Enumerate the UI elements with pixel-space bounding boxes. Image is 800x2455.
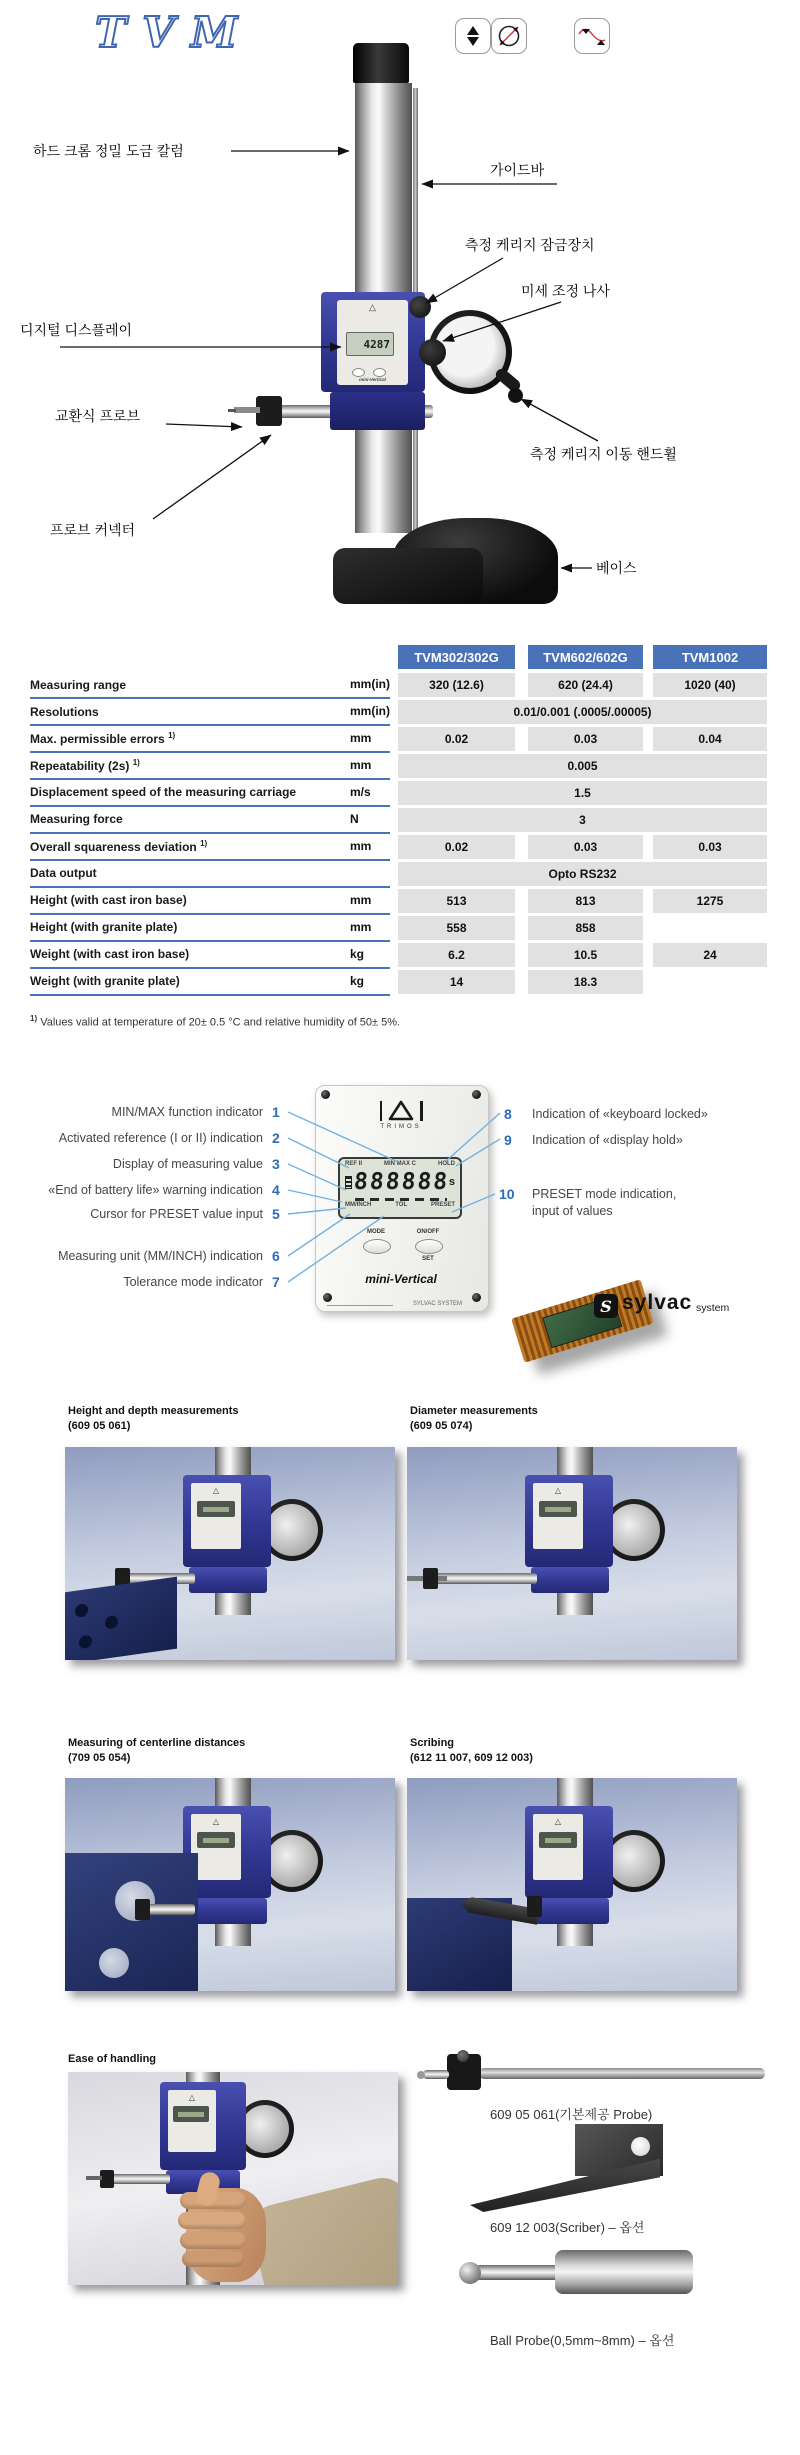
mini-logo: △ xyxy=(212,1817,220,1826)
cell-span: 1.5 xyxy=(398,781,767,805)
callout-text: «End of battery life» warning indication xyxy=(48,1183,263,1197)
table-row xyxy=(30,915,770,942)
callout-num: 4 xyxy=(272,1182,280,1198)
cell-span: Opto RS232 xyxy=(398,862,767,886)
table-row xyxy=(30,834,770,861)
trimos-mark: △ xyxy=(369,302,376,312)
table-row xyxy=(30,780,770,807)
lcd-main-row xyxy=(345,1167,455,1197)
probe-stylus xyxy=(423,2070,449,2079)
mini-lcd xyxy=(539,1832,577,1848)
mini-face xyxy=(533,1483,583,1549)
mini-holder xyxy=(135,1899,150,1920)
mini-clamp xyxy=(189,1567,267,1593)
cell-span: 0.01/0.001 (.0005/.00005) xyxy=(398,700,767,724)
callout-num: 6 xyxy=(272,1248,280,1264)
mini-clamp xyxy=(531,1567,609,1593)
mini-wheel xyxy=(266,1835,318,1887)
cell: 0.03 xyxy=(528,727,643,751)
caption-title: Diameter measurements xyxy=(410,1405,538,1417)
panel-screw xyxy=(321,1090,330,1099)
trimos-glyph-row xyxy=(380,1100,423,1122)
lcd-digits: 888888 xyxy=(352,1168,451,1195)
row-label: Repeatability (2s) $^{1)}$ xyxy=(30,758,140,773)
mini-face xyxy=(168,2090,216,2152)
mode-button-graphic xyxy=(352,368,365,377)
row-label: Measuring range xyxy=(30,678,127,692)
cell: 0.04 xyxy=(653,727,767,751)
row-label: Data output xyxy=(30,866,97,880)
callout-num: 3 xyxy=(272,1156,280,1172)
label-guide-bar: 가이드바 xyxy=(490,162,545,178)
caption-title: Measuring of centerline distances xyxy=(68,1737,246,1749)
panel-screw xyxy=(472,1293,481,1302)
panel-screw xyxy=(323,1293,332,1302)
onoff-button-label: ON/OFF xyxy=(416,1229,440,1235)
ball-probe-body xyxy=(555,2250,693,2294)
logo-bar xyxy=(380,1101,383,1121)
mini-logo: △ xyxy=(554,1817,562,1826)
cell: 0.03 xyxy=(653,835,767,859)
callout-num: 7 xyxy=(272,1274,280,1290)
table-row xyxy=(30,672,770,699)
table-footnote: $^{1)}$ Values valid at temperature of 20± 0.5 °C and relative humidity of 50± 5%. xyxy=(30,1014,401,1029)
lcd-digit-suffix: s xyxy=(448,1176,455,1188)
callout-text: Cursor for PRESET value input xyxy=(90,1207,263,1221)
table-row xyxy=(30,861,770,888)
callout-text: MIN/MAX function indicator xyxy=(111,1105,263,1119)
table-row xyxy=(30,726,770,753)
wave-glyph xyxy=(577,21,607,51)
panel-footer-line xyxy=(327,1305,393,1306)
block-hole xyxy=(99,1948,129,1978)
row-label: Overall squareness deviation $^{1)}$ xyxy=(30,839,208,854)
row-unit: mm xyxy=(350,758,372,772)
callout-num: 2 xyxy=(272,1130,280,1146)
carriage-face xyxy=(337,300,408,385)
leader-carriage-lock xyxy=(426,258,503,303)
row-unit: mm xyxy=(350,920,372,934)
mini-logo: △ xyxy=(554,1486,562,1495)
table-col-header-tvm302: TVM302/302G xyxy=(398,645,515,669)
row-label: Resolutions xyxy=(30,705,99,719)
table-col-header-tvm1002: TVM1002 xyxy=(653,645,767,669)
mini-holder xyxy=(527,1896,542,1917)
diameter-measurement-icon xyxy=(491,18,527,54)
row-label: Measuring force xyxy=(30,812,123,826)
down-triangle-icon xyxy=(467,37,479,52)
lcd-bottom-row xyxy=(345,1202,455,1208)
label-carriage-lock: 측정 케리지 잠금장치 xyxy=(465,237,595,253)
label-carriage-handwheel: 측정 케리지 이동 핸드휠 xyxy=(530,446,677,462)
photo-height-depth xyxy=(65,1447,395,1660)
mini-logo: △ xyxy=(188,2093,196,2102)
column-top-cap xyxy=(353,43,409,83)
callout-text: Tolerance mode indicator xyxy=(123,1275,263,1289)
cell: 0.03 xyxy=(528,835,643,859)
row-unit: kg xyxy=(350,974,365,988)
row-unit: kg xyxy=(350,947,365,961)
table-row xyxy=(30,807,770,834)
cell: 24 xyxy=(653,943,767,967)
preset-cursor-dashes xyxy=(355,1198,447,1201)
fine-adjustment-knob xyxy=(419,339,446,366)
workpiece-block xyxy=(65,1853,198,1991)
gallery-caption xyxy=(68,1404,239,1434)
carriage-lower-clamp xyxy=(330,392,425,430)
block-hole xyxy=(105,1615,118,1630)
probe-tip xyxy=(234,407,260,413)
gallery-caption xyxy=(410,1404,538,1434)
table-row xyxy=(30,942,770,969)
panel-footer-text: SYLVAC SYSTEM xyxy=(412,1301,462,1307)
cell: 1020 (40) xyxy=(653,673,767,697)
callout-text: PRESET mode indication, xyxy=(532,1187,677,1201)
cell: 558 xyxy=(398,916,515,940)
callout-text: Measuring unit (MM/INCH) indication xyxy=(58,1249,263,1263)
row-label: Max. permissible errors $^{1)}$ xyxy=(30,731,176,746)
trimos-text: TRIMOS xyxy=(380,1124,422,1130)
carriage-lock-knob xyxy=(409,296,431,318)
leader-probe-connector xyxy=(153,435,271,519)
cell: 0.02 xyxy=(398,835,515,859)
accessory-label: 609 12 003(Scriber) – 옵션 xyxy=(490,2220,645,2235)
label-fine-adjustment: 미세 조정 나사 xyxy=(521,283,610,299)
gallery-caption xyxy=(68,1736,245,1766)
lcd-minmax: MIN MAX C xyxy=(384,1161,416,1167)
set-button-label: SET xyxy=(422,1256,434,1262)
tvm-logo: TVM xyxy=(95,8,254,57)
mode-button-label: MODE xyxy=(367,1229,385,1235)
label-digital-display: 디지털 디스플레이 xyxy=(20,322,133,338)
mini-holder xyxy=(100,2170,114,2188)
cell: 320 (12.6) xyxy=(398,673,515,697)
row-label: Height (with cast iron base) xyxy=(30,893,187,907)
cell: 14 xyxy=(398,970,515,994)
carriage-model-text: mini-Vertical xyxy=(359,377,386,382)
cell: 813 xyxy=(528,889,643,913)
mini-probe-tip xyxy=(86,2176,102,2180)
mini-lcd xyxy=(173,2106,209,2122)
cell: 6.2 xyxy=(398,943,515,967)
cell-empty xyxy=(653,970,767,994)
battery-icon xyxy=(345,1176,352,1189)
ball-probe-shaft xyxy=(473,2265,561,2280)
row-label: Height (with granite plate) xyxy=(30,920,178,934)
accessory-label: 609 05 061(기본제공 Probe) xyxy=(490,2107,653,2122)
base-front xyxy=(333,548,483,604)
finger xyxy=(178,2212,246,2229)
mini-wheel xyxy=(241,2105,289,2153)
row-unit: m/s xyxy=(350,785,371,799)
table-row xyxy=(30,753,770,780)
row-label: Weight (with cast iron base) xyxy=(30,947,190,961)
caption-title: Scribing xyxy=(410,1737,455,1749)
table-row xyxy=(30,699,770,726)
mini-logo: △ xyxy=(212,1486,220,1495)
caption-code: (609 05 061) xyxy=(68,1420,131,1432)
scriber-hole xyxy=(631,2137,650,2156)
ball-probe-ball xyxy=(459,2262,481,2284)
leader-exchangeable-probe xyxy=(166,424,242,427)
callout-text: Indication of «keyboard locked» xyxy=(532,1107,708,1121)
mini-wheel xyxy=(608,1835,660,1887)
label-exchangeable-probe: 교환식 프로브 xyxy=(55,408,141,424)
callout-text: Indication of «display hold» xyxy=(532,1133,683,1147)
callout-num: 8 xyxy=(504,1106,512,1122)
cell: 858 xyxy=(528,916,643,940)
mini-lcd xyxy=(197,1832,235,1848)
probe-needle xyxy=(228,409,236,412)
table-row xyxy=(30,969,770,996)
onoff-button-graphic xyxy=(373,368,386,377)
block-hole xyxy=(75,1603,88,1618)
mini-clamp xyxy=(189,1898,267,1924)
table-row xyxy=(30,888,770,915)
finger xyxy=(182,2251,244,2267)
carriage-lcd: 4287 xyxy=(346,332,394,356)
mode-button xyxy=(363,1239,391,1254)
cell-empty xyxy=(653,916,767,940)
cell: 513 xyxy=(398,889,515,913)
sylvac-logo-suffix: system xyxy=(696,1302,730,1314)
accessory-label: Ball Probe(0,5mm~8mm) – 옵션 xyxy=(490,2333,675,2348)
probe-rod-graphic xyxy=(479,2068,765,2079)
sylvac-logo-icon: S xyxy=(594,1294,618,1318)
mini-lcd xyxy=(539,1501,577,1517)
row-label: Displacement speed of the measuring carriage xyxy=(30,785,297,799)
cell-span: 0.005 xyxy=(398,754,767,778)
mini-face xyxy=(191,1814,241,1880)
row-unit: mm xyxy=(350,731,372,745)
lcd-ref: REF II xyxy=(345,1161,363,1167)
surface-profile-icon xyxy=(574,18,610,54)
finger xyxy=(180,2232,246,2249)
callout-num: 10 xyxy=(499,1186,515,1202)
label-probe-connector: 프로브 커넥터 xyxy=(50,522,136,538)
mini-wheel xyxy=(266,1504,318,1556)
row-unit: mm(in) xyxy=(350,704,390,718)
lcd-tol: TOL xyxy=(395,1202,408,1208)
photo-ease-of-handling xyxy=(68,2072,398,2285)
row-label: Weight (with granite plate) xyxy=(30,974,180,988)
block-hole xyxy=(79,1635,92,1650)
caption-code: (612 11 007, 609 12 003) xyxy=(410,1752,533,1764)
gallery-caption xyxy=(410,1736,533,1766)
callout-text: Activated reference (I or II) indication xyxy=(58,1131,263,1145)
mini-clamp xyxy=(531,1898,609,1924)
cell: 1275 xyxy=(653,889,767,913)
workpiece-block xyxy=(65,1577,177,1660)
panel-lcd xyxy=(338,1157,462,1219)
clamp-bolt xyxy=(457,2050,469,2062)
probe-accessory-photo xyxy=(417,2050,767,2100)
sylvac-logo-text: sylvac xyxy=(622,1291,693,1314)
cell: 0.02 xyxy=(398,727,515,751)
mini-face xyxy=(191,1483,241,1549)
cell: 10.5 xyxy=(528,943,643,967)
panel-screw xyxy=(472,1090,481,1099)
row-unit: mm(in) xyxy=(350,677,390,691)
row-unit: N xyxy=(350,812,359,826)
callout-text: Display of measuring value xyxy=(112,1157,263,1171)
handling-title: Ease of handling xyxy=(68,2053,157,2065)
cell-span: 3 xyxy=(398,808,767,832)
lcd-preset: PRESET xyxy=(430,1202,455,1208)
diameter-glyph xyxy=(494,21,524,51)
callout-num: 9 xyxy=(504,1132,512,1148)
lcd-hold: HOLD xyxy=(437,1161,455,1167)
handwheel-knob xyxy=(508,388,523,403)
leader-handwheel xyxy=(521,399,598,441)
callout-text: input of values xyxy=(532,1204,613,1218)
mini-wheel xyxy=(608,1504,660,1556)
mini-lcd xyxy=(197,1501,235,1517)
cell: 620 (24.4) xyxy=(528,673,643,697)
callout-num: 5 xyxy=(272,1206,280,1222)
spec-table xyxy=(30,672,770,996)
photo-centerline xyxy=(65,1778,395,1991)
label-column: 하드 크롬 정밀 도금 칼럼 xyxy=(33,143,184,159)
sleeve xyxy=(246,2172,398,2285)
lcd-mminch: MM/INCH xyxy=(345,1202,372,1208)
caption-code: (609 05 074) xyxy=(410,1420,473,1432)
triangle-logo-icon xyxy=(388,1100,414,1122)
trimos-logo xyxy=(315,1100,487,1130)
caption-title: Height and depth measurements xyxy=(68,1405,239,1417)
up-triangle-icon xyxy=(467,20,479,35)
mini-face xyxy=(533,1814,583,1880)
probe-ball xyxy=(417,2071,425,2079)
mini-arm xyxy=(145,1904,195,1915)
row-unit: mm xyxy=(350,893,372,907)
table-col-header-tvm602: TVM602/602G xyxy=(528,645,643,669)
caption-code: (709 05 054) xyxy=(68,1752,131,1764)
label-base: 베이스 xyxy=(596,560,637,576)
scriber-accessory-photo xyxy=(470,2124,670,2216)
panel-model-text: mini-Vertical xyxy=(365,1272,437,1286)
height-measurement-icon xyxy=(455,18,491,54)
photo-scribing xyxy=(407,1778,737,1991)
ball-probe-accessory-photo xyxy=(459,2240,694,2304)
row-unit: mm xyxy=(350,839,372,853)
photo-diameter xyxy=(407,1447,737,1660)
onoff-button xyxy=(415,1239,443,1254)
logo-bar xyxy=(420,1101,423,1121)
mini-holder xyxy=(423,1568,438,1589)
callout-num: 1 xyxy=(272,1104,280,1120)
mini-arm xyxy=(110,2174,170,2184)
cell: 18.3 xyxy=(528,970,643,994)
